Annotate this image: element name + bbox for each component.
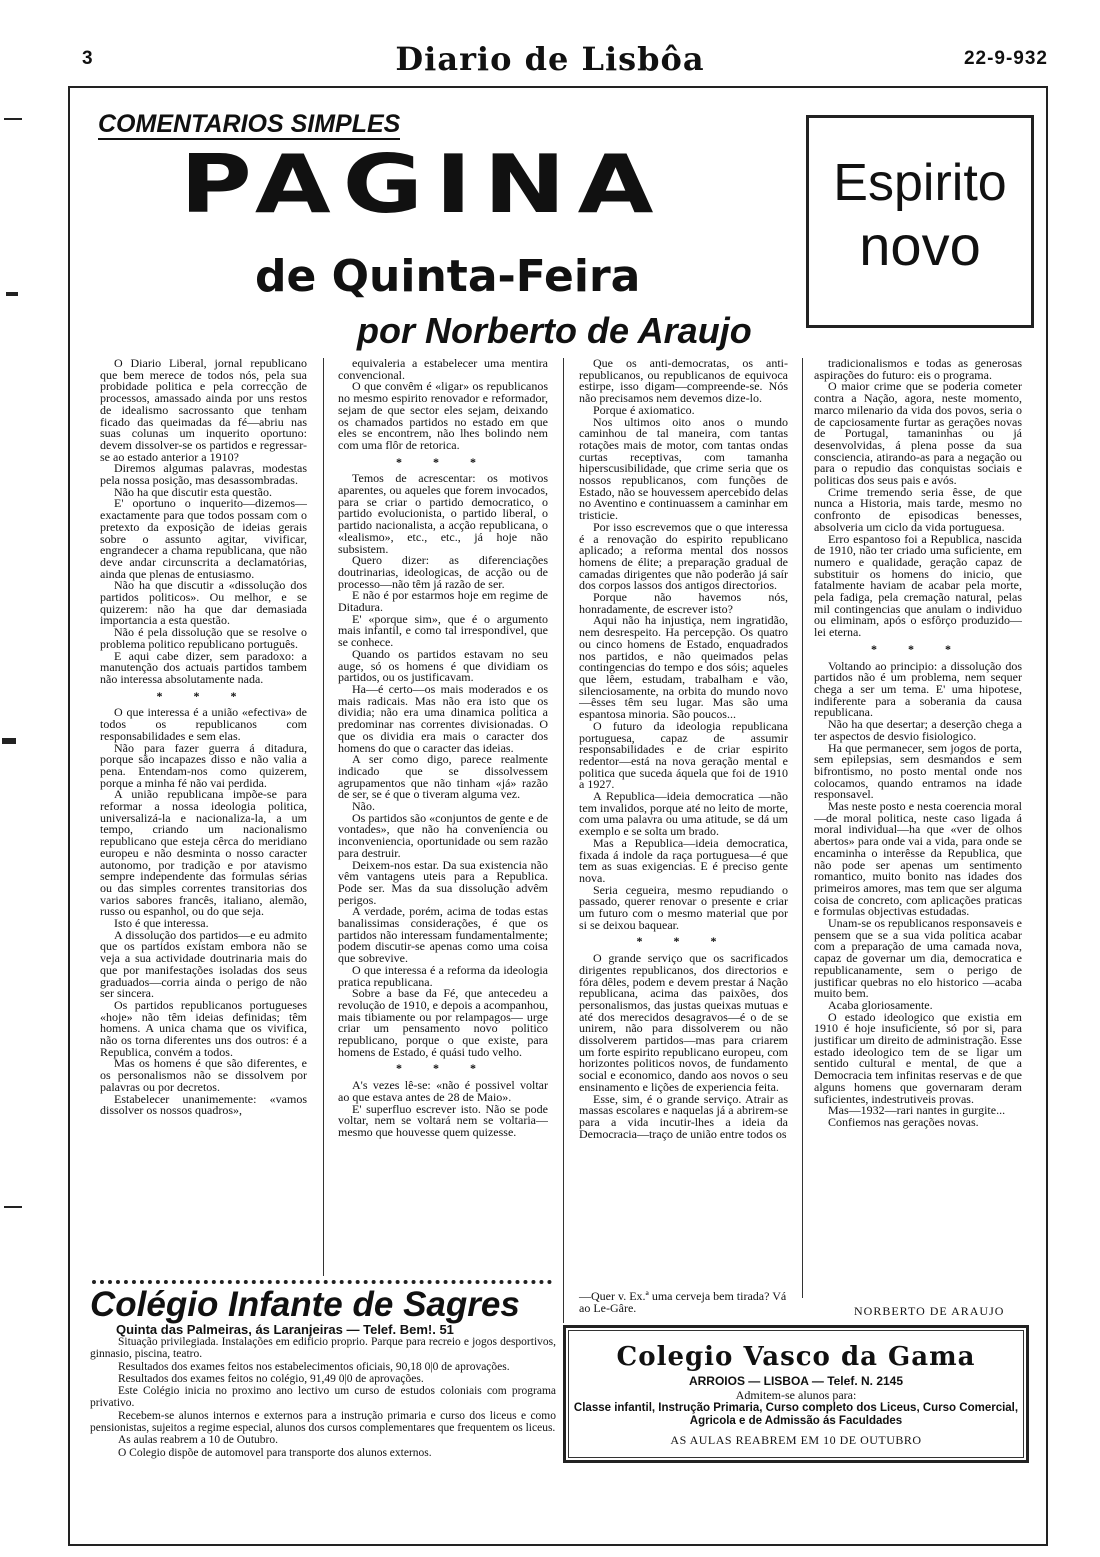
article-paragraph: E não é por estarmos hoje em regime de Ditadura. <box>338 588 548 615</box>
article-paragraph: Nos ultimos oito anos o mundo caminhou de tal maneira, com tantas rotações mais de motor, com tantas ondas curtas receptivas, com tamanha hiperscusibilidade, que crime seria que os nossos republicanos, com funções de Estado, não se houvessem apercebido delas no Aventino e continuassem a caminhar em tristicie. <box>579 414 788 523</box>
article-subheadline: de Quinta-Feira <box>255 251 641 302</box>
article-paragraph: Quando os partidos estavam no seu auge, só os homens é que dividiam os partidos, ou os justificavam. <box>338 646 548 685</box>
cerveja-notice: —Quer v. Ex.ª uma cerveja bem tirada? Vá ao Le-Gâre. <box>579 1289 787 1315</box>
article-paragraph: O futuro da ideologia republicana portuguesa, capaz de assumir responsabilidades e de criar espirito redentor—está na nova geração mental e politica que suceda áquela que foi de 1910 a 1927. <box>579 718 788 792</box>
section-separator: * * * <box>396 454 490 469</box>
section-separator: * * * <box>871 641 965 656</box>
article-paragraph: Mas os homens é que são diferentes, e os personalismos não se dissolvem por palavras ou por decretos. <box>100 1056 307 1094</box>
article-paragraph: O que convêm é «ligar» os republicanos no mesmo espirito renovador e reformador, sejam de que sector eles sejam, deixando os chamados partidos no estado em que eles se encontrem, não lhes bolindo nem com uma flôr de retorica. <box>338 379 548 452</box>
ad-sagres-body <box>90 1336 556 1459</box>
article-paragraph: Crime tremendo seria êsse, de que nunca a Historia, mais tarde, mesmo no confronto de episodicas benesses, absolveria um ciclo da vida portuguesa. <box>814 484 1022 534</box>
article-column-2 <box>338 358 548 1284</box>
ad-vasco-footer: AS AULAS REABREM EM 10 DE OUTUBRO <box>670 1433 922 1447</box>
article-paragraph: Não para fazer guerra á ditadura, porque são incapazes disso e não valia a pena. Entendam-nos como quizerem, porque a minha fé não vai perdida. <box>100 740 307 790</box>
ad-vasco-courses: Classe infantil, Instrução Primaria, Curso completo dos Liceus, Curso Comercial, Agricola e de Admissão ás Faculdades <box>573 1402 1019 1427</box>
sidebar-title-line2: novo <box>859 214 981 277</box>
article-paragraph: Esse, sim, é o grande serviço. Atrair as massas escolares e naquelas já a abrirem-se para a vida incutir-lhes a ideia da Democracia—traço de união entre todos os <box>579 1091 788 1141</box>
article-paragraph: Não é pela dissolução que se resolve o problema politico republicano português. <box>100 625 307 651</box>
article-paragraph: A Republica—ideia democratica —não tem invalidos, porque até no leito de morte, com uma palavra ou uma atitude, se dá um exemplo e se solta um brado. <box>579 789 788 839</box>
scan-mark <box>4 118 22 120</box>
scan-mark <box>2 738 16 744</box>
ad-sagres-title: Colégio Infante de Sagres <box>90 1285 520 1324</box>
article-paragraph: Ha que permanecer, sem jogos de porta, sem epilepsias, sem desmandos e sem bifrontismo, no posto mental onde nos colocamos, quando entramos na idade responsavel. <box>814 740 1022 802</box>
ad-sagres-line: As aulas reabrem a 10 de Outubro. <box>118 1434 278 1447</box>
ad-sagres-line: Resultados dos exames feitos no colégio, 91,49 0|0 de aprovações. <box>118 1372 424 1385</box>
ad-sagres-line: Resultados dos exames feitos nos estabelecimentos oficiais, 90,18 0|0 de aprovações. <box>118 1360 510 1373</box>
issue-date: 22-9-932 <box>963 48 1048 69</box>
scan-mark <box>6 292 18 296</box>
article-paragraph: O estado ideologico que existia em 1910 é hoje insuficiente, só por si, para justificar um direito de administração. Esse estado ideologico tem de se ligar um sentido cultural e mental, de que a Democracia tem infinitas reservas e de que alguns homens que governaram deram suficientes, indestrutiveis provas. <box>814 1009 1022 1106</box>
ad-vasco-address: ARROIOS — LISBOA — Telef. N. 2145 <box>688 1374 904 1388</box>
article-paragraph: Confiemos nas gerações novas. <box>828 1115 979 1129</box>
article-paragraph: Aqui não ha injustiça, nem ingratidão, nem desrespeito. Ha percepção. Os quatro ou cinco homens de Estado, enquadrados nos partidos, e não queimados pelas contingencias do tempo e dos sóis; aqueles que lêem, estudam, trabalham e vão, silenciosamente, na orbita do mundo novo—êsses têm seu lugar. Mas são uma espantosa minoria. São poucos... <box>579 613 788 722</box>
article-column-3 <box>579 358 788 1304</box>
article-paragraph: Os partidos são «conjuntos de gente e de vontades», que não ha conveniencia ou inconveniencia, oportunidade ou sem razão para destruir. <box>338 810 548 860</box>
article-paragraph: E' superfluo escrever isto. Não se pode voltar, nem se voltará nem se voltaria—mesmo que houvesse quem quizesse. <box>338 1101 548 1139</box>
article-paragraph: A dissolução dos partidos—e eu admito que os partidos existam embora não se veja a sua actividade doutrinaria mais do que por manifestações isoladas dos seus graduados—corria ainda o perigo de não ser sincera. <box>100 927 307 1001</box>
ad-sagres-line: Este Colégio inicia no proximo ano lectivo um curso de estudos coloniais com programa privativo. <box>90 1385 556 1410</box>
scan-mark <box>4 1206 22 1208</box>
article-paragraph: Mas neste posto e nesta coerencia moral—de moral politica, neste caso ligada á moral individual—ha que «ver de olhos abertos» para onde vai a vida, para onde se encaminha o interêsse da Republica, que não pode ser apenas um sentimento romantico, muito bonito nas idades dos primeiros amores, mas tem que ser alguma coisa de concreto, com aplicações praticas e formulas objectivas estudadas. <box>814 799 1022 919</box>
article-paragraph: Unam-se os republicanos responsaveis e pensem que se a sua vida politica acabar com a preparação de uma camada nova, capaz de governar um dia, democratica e republicanamente, sem o perigo de justificar quebras no elo historico —acaba muito bem. <box>814 916 1022 1001</box>
article-paragraph: O que interessa é a reforma da ideologia pratica republicana. <box>338 962 548 989</box>
ad-vasco-title: Colegio Vasco da Gama <box>616 1342 976 1372</box>
article-paragraph: Quero dizer: as diferenciações doutrinarias, ideologicas, de acção ou de processo—não têm já razão de ser. <box>338 553 548 591</box>
ad-vasco-admit: Admitem-se alunos para: <box>735 1388 857 1402</box>
column-rule <box>323 358 324 1276</box>
article-paragraph: E' oportuno o inquerito—dizemos—exactamente para que todos possam com o pretexto da exposição de ideias gerais sobre o assunto agitar, vivificar, engrandecer a chama republicana, que não deve andar circunscrita a declamatórias, ainda que plenas de entusiasmo. <box>100 496 307 581</box>
section-separator: * * * <box>396 1061 490 1076</box>
newspaper-title: Diario de Lisbôa <box>395 40 705 78</box>
ad-sagres-address: Quinta das Palmeiras, ás Laranjeiras — Telef. Bem!. 51 <box>116 1322 454 1337</box>
column-rule <box>563 358 564 1323</box>
section-separator: * * * <box>156 688 251 703</box>
article-paragraph: Isto é que interessa. <box>114 916 209 931</box>
page-number: 3 <box>82 48 93 69</box>
article-paragraph: Erro espantoso foi a Republica, nascida de 1910, não ter criado uma suficiente, em numero e qualidade, geração capaz de substituir os homens do inicio, que fatalmente haviam de acabar pela morte, pela fadiga, pela cremação natural, pelas mil contingencias que anulam o individuo ou eliminam, após o esfôrço produzido—lei eterna. <box>814 531 1022 640</box>
article-column-4 <box>814 358 1022 1298</box>
article-column-1 <box>100 358 307 1284</box>
article-paragraph: Voltando ao principio: a dissolução dos partidos não é um problema, nem sequer chega a ser um tema. E' uma hipotese, indiferente para a soberania da causa republicana. <box>814 658 1022 720</box>
article-paragraph: A verdade, porém, acima de todas estas banalissimas considerações, é que os partidos não interessam fundamentalmente; podem discutir-se apenas como uma coisa que sobrevive. <box>338 904 548 966</box>
article-paragraph: Não ha que discutir a «dissolução dos partidos politicos». Ou melhor, e se quizerem: não ha que dar demasiada importancia a esta questão. <box>100 578 307 628</box>
article-paragraph: Mas—1932—rari nantes in gurgite... <box>828 1103 1006 1118</box>
section-separator: * * * <box>636 934 731 949</box>
article-paragraph: A's vezes lê-se: «não é possivel voltar ao que estava antes de 28 de Maio». <box>338 1078 548 1104</box>
ad-sagres-line: Recebem-se alunos internos e externos para a instrução primaria e curso dos liceus e como pensionistas, sujeitos a regime especial, alunos dos cursos complementares que frequentem os liceus. <box>90 1409 556 1435</box>
article-paragraph: A ser como digo, parece realmente indicado que se dissolvessem agrupamentos que não tinham «já» razão de ser, se é que o tiveram alguma vez. <box>338 752 548 802</box>
article-paragraph: E aqui cabe dizer, sem paradoxo: a manutenção dos actuais partidos tambem não interessa absolutamente nada. <box>100 648 307 686</box>
article-paragraph: Não ha que desertar; a deserção chega a ter aspectos de desvio fisiologico. <box>814 717 1022 743</box>
article-paragraph: Acaba gloriosamente. <box>828 997 933 1012</box>
ad-sagres-line: O Colegio dispõe de automovel para transporte dos alunos externos. <box>118 1446 432 1459</box>
article-kicker: COMENTARIOS SIMPLES <box>98 110 401 138</box>
column-rule <box>802 358 803 1298</box>
article-paragraph: Ha—é certo—os mais moderados e os mais radicais. Mas não era isto que os dividia; não era uma dinamica politica a predominar nas correntes divisionadas. O que os dividia era mais o caracter dos homens do que o caracter das ideias. <box>338 681 548 755</box>
article-paragraph: Deixem-nos estar. Da sua existencia não vêm vantagens uteis para a Republica. Pode ser. Mas da sua dissolução advêm perigos. <box>338 857 548 907</box>
article-paragraph: Por isso escrevemos que o que interessa é a renovação do espirito republicano aplicado; a reforma mental dos nossos homens de élite; a preparação gradual de camadas dirigentes que não poderão já saír dos corpos lassos dos antigos directorios. <box>579 519 788 593</box>
sidebar-title-box <box>806 115 1034 328</box>
article-paragraph: O que interessa é a união «efectiva» de todos os republicanos com responsabilidades e sem elas. <box>100 705 307 743</box>
article-paragraph: O grande serviço que os sacrificados dirigentes republicanos, dos directorios e fóra dêles, podem e devem prestar á Nação republicana, acima das paixões, dos personalismos, das justas queixas mutuas e até dos merecidos desagravos—é o de se unirem, não para dissolverem ou não dissolverem partidos—mas para criarem um forte espirito republicano europeu, com horizontes politicos novos, de fundamento social e economico, dando aos novos o seu ensinamento e lições de experiencia feita. <box>579 951 788 1094</box>
ad-sagres-line: Situação privilegiada. Instalações em edificio proprio. Parque para recreio e jogos desportivos, ginnasio, piscina, teatro. <box>90 1336 556 1361</box>
article-paragraph: Os partidos republicanos portugueses «hoje» não têm ideias definidas; têm homens. A unica chama que os vivifica, não os torna diferentes uns dos outros: é a Republica, convém a todos. <box>100 997 307 1059</box>
article-paragraph: Mas a Republica—ideia democratica, fixada á indole da raça portuguesa—é que tem as suas exigencias. E é preciso gente nova. <box>579 835 788 885</box>
article-signature: NORBERTO DE ARAUJO <box>854 1304 1005 1318</box>
article-paragraph: Estabelecer unanimemente: «vamos dissolver os nossos quadros», <box>100 1091 307 1118</box>
article-headline: PAGINA <box>180 138 666 232</box>
article-paragraph: O Diario Liberal, jornal republicano que bem merece de todos nós, pela sua probidade politica e pela correcção de processos, amassado ainda por uns restos de idealismo sacrossanto que tenham ficado das queimadas da fé—abriu nas suas colunas um inquerito oportuno: devem dissolver-se os partidos e regressar-se ao estado anterior a 1910? <box>100 358 307 464</box>
article-paragraph: Porque não havemos nós, honradamente, de escrever isto? <box>579 590 788 616</box>
article-paragraph: A união republicana impõe-se para reformar a nossa ideologia politica, universalizá-la e nacionaliza-la, a um tempo, criando um nacionalismo republicano que esteja cêrca do meridiano europeu e não desminta o nosso caracter autonomo, por tradição e por atavismo sempre independente das formulas sérias ou das simples correntes transitorias dos varios sabores francês, italiano, alemão, russo ou espanhol, ou do que seja. <box>100 787 307 919</box>
ad-vasco-box <box>563 1325 1029 1463</box>
article-paragraph: Não ha que discutir esta questão. <box>114 484 272 499</box>
article-paragraph: E' «porque sim», que é o argumento mais infantil, e como tal irrespondivel, que se conhece. <box>338 611 548 650</box>
article-paragraph: Temos de acrescentar: os motivos aparentes, ou aqueles que forem invocados, para se criar o partido democratico, o partido evolucionista, o partido liberal, o partido nacionalista, a acção republicana, o «lealismo», etc., etc., já hoje não subsistem. <box>338 471 548 556</box>
article-paragraph: Que os anti-democratas, os anti-republicanos, ou republicanos de equivoca estirpe, isso digam—compreende-se. Nós não precisamos nem devemos dize-lo. <box>579 358 788 406</box>
article-paragraph: Diremos algumas palavras, modestas pela nossa posição, mas desassombradas. <box>100 461 307 488</box>
article-paragraph: Não. <box>352 799 375 814</box>
sidebar-title-line1: Espirito <box>833 154 1007 212</box>
article-paragraph: O maior crime que se poderia cometer contra a Nação, agora, neste momento, marco milenario da vida dos povos, seria o de capciosamente furtar as gerações novas de Portugal, tamaninhas ou já desenvolvidas, á plena posse da sua consciencia, atirando-as para a negação ou para o repudio das conquistas sociais e politicas dos seus pais e avós. <box>814 379 1022 488</box>
article-paragraph: Seria cegueira, mesmo repudiando o passado, querer renovar o presente e criar um futuro com o mesmo material que por si se deixou baquear. <box>579 882 788 932</box>
article-paragraph: tradicionalismos e todas as generosas aspirações do futuro: eis o programa. <box>814 358 1022 382</box>
article-paragraph: Sobre a base da Fé, que antecedeu a revolução de 1910, e depois a acompanhou, mais tibiamente ou por relampagos— urge criar um pensamento novo politico republicano, porque o que existe, para homens de Estado, é quási tudo velho. <box>338 986 548 1059</box>
article-byline: por Norberto de Araujo <box>357 310 752 351</box>
article-paragraph: equivaleria a estabelecer uma mentira convencional. <box>338 358 548 382</box>
article-paragraph: Porque é axiomatico. <box>593 402 695 417</box>
